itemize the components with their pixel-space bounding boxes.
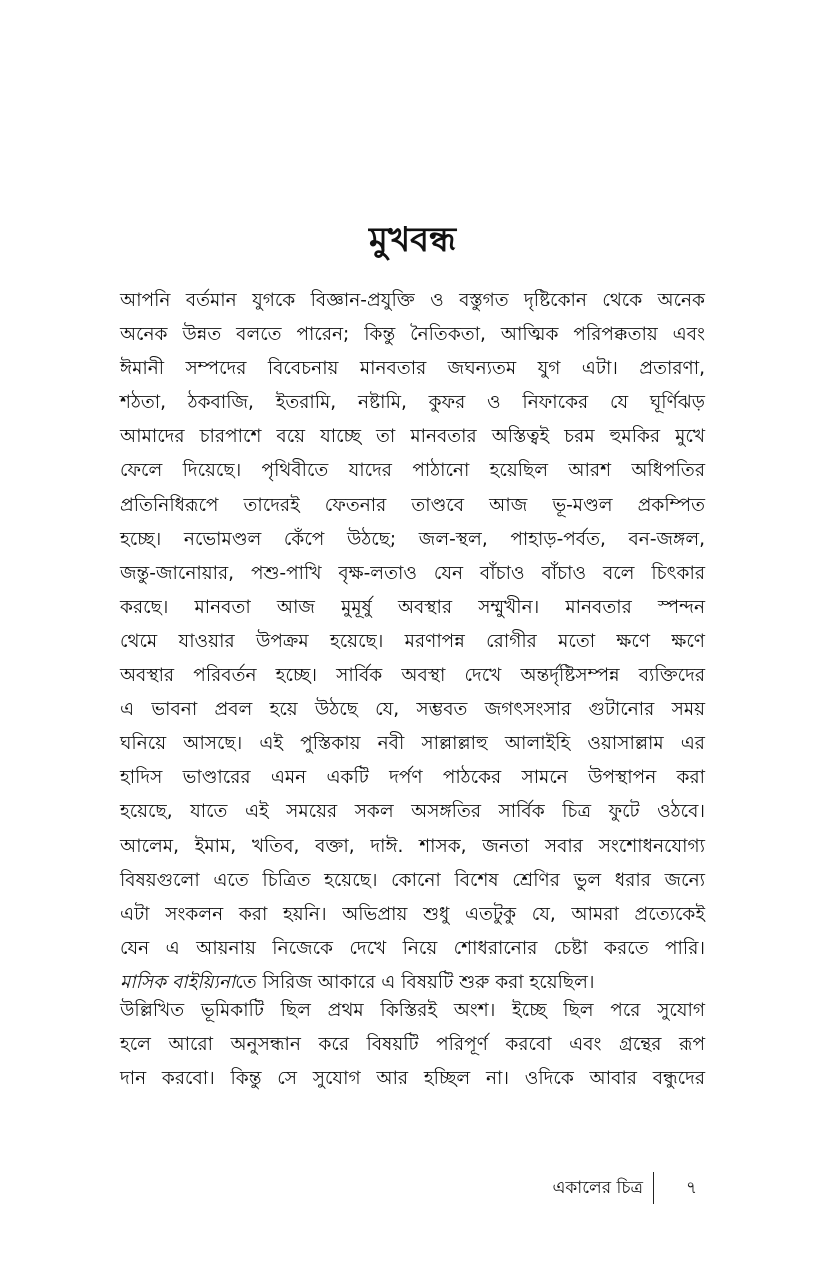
page-number: ৭ — [686, 1178, 698, 1198]
text-line-rest: তে সিরিজ আকারে এ বিষয়টি শুরু করা হয়েছিল। — [235, 971, 595, 993]
text-line: অনেক উন্নত বলতে পারেন; কিন্তু নৈতিকতা, আত্মিক পরিপক্কতায় এবং — [120, 324, 705, 346]
text-line: হচ্ছে। নভোমণ্ডল কেঁপে উঠছে; জল-স্থল, পাহাড়-পর্বত, বন-জঙ্গল, — [120, 528, 705, 550]
text-line: প্রতিনিধিরূপে তাদেরই ফেতনার তাণ্ডবে আজ ভূ-মণ্ডল প্রকম্পিত — [120, 494, 705, 516]
text-line: আলেম, ইমাম, খতিব, বক্তা, দাঈ. শাসক, জনতা সবার সংশোধনযোগ্য — [120, 835, 705, 857]
text-line: ঘনিয়ে আসছে। এই পুস্তিকায় নবী সাল্লাল্লাহু আলাইহি ওয়াসাল্লাম এর — [120, 733, 705, 755]
text-line: হয়েছে, যাতে এই সময়ের সকল অসঙ্গতির সার্বিক চিত্র ফুটে ওঠবে। — [120, 801, 705, 823]
page-title: মুখবন্ধ — [368, 220, 457, 260]
text-line: এটা সংকলন করা হয়নি। অভিপ্রায় শুধু এতটুকু যে, আমরা প্রত্যেকেই — [120, 903, 705, 925]
paragraph-preface — [120, 284, 705, 1000]
text-line: ঈমানী সম্পদের বিবেচনায় মানবতার জঘন্যতম যুগ এটা। প্রতারণা, — [120, 358, 705, 380]
text-line: দান করবো। কিন্তু সে সুযোগ আর হচ্ছিল না। ওদিকে আবার বন্ধুদের — [120, 1068, 705, 1090]
text-line: হাদিস ভাণ্ডারের এমন একটি দর্পণ পাঠকের সামনে উপস্থাপন করা — [120, 767, 705, 789]
page-footer — [0, 1170, 825, 1210]
paragraph-continuation — [120, 994, 705, 1096]
text-line: করছে। মানবতা আজ মুমূর্ষু অবস্থার সম্মুখীন। মানবতার স্পন্দন — [120, 596, 705, 618]
text-line: অবস্থার পরিবর্তন হচ্ছে। সার্বিক অবস্থা দেখে অন্তর্দৃষ্টিসম্পন্ন ব্যক্তিদের — [120, 665, 705, 687]
text-line: জন্তু-জানোয়ার, পশু-পাখি বৃক্ষ-লতাও যেন বাঁচাও বাঁচাও বলে চিৎকার — [120, 562, 705, 584]
text-line: আপনি বর্তমান যুগকে বিজ্ঞান-প্রযুক্তি ও বস্তুগত দৃষ্টিকোন থেকে অনেক — [120, 290, 705, 311]
text-line: শঠতা, ঠকবাজি, ইতরামি, নষ্টামি, কুফর ও নিফাকের যে ঘূর্ণিঝড় — [120, 392, 705, 414]
text-line: যেন এ আয়নায় নিজেকে দেখে নিয়ে শোধরানোর চেষ্টা করতে পারি। — [120, 937, 705, 959]
text-line: এ ভাবনা প্রবল হয়ে উঠছে যে, সম্ভবত জগৎসংসার গুটানোর সময় — [120, 699, 705, 721]
text-line: হলে আরো অনুসন্ধান করে বিষয়টি পরিপূর্ণ করবো এবং গ্রন্থের রূপ — [120, 1034, 705, 1056]
text-line: উল্লিখিত ভূমিকাটি ছিল প্রথম কিস্তিরই অংশ। ইচ্ছে ছিল পরে সুযোগ — [120, 1000, 705, 1021]
text-line: আমাদের চারপাশে বয়ে যাচ্ছে তা মানবতার অস্তিত্বই চরম হুমকির মুখে — [120, 426, 705, 448]
text-line: বিষয়গুলো এতে চিত্রিত হয়েছে। কোনো বিশেষ শ্রেণির ভুল ধরার জন্যে — [120, 869, 705, 891]
text-line: ফেলে দিয়েছে। পৃথিবীতে যাদের পাঠানো হয়েছিল আরশ অধিপতির — [120, 460, 705, 482]
footer-divider — [653, 1172, 654, 1204]
running-title: একালের চিত্র — [552, 1178, 643, 1198]
magazine-name: মাসিক বাইয়্যিনা — [120, 971, 236, 993]
text-line: থেমে যাওয়ার উপক্রম হয়েছে। মরণাপন্ন রোগীর মতো ক্ষণে ক্ষণে — [120, 630, 705, 652]
